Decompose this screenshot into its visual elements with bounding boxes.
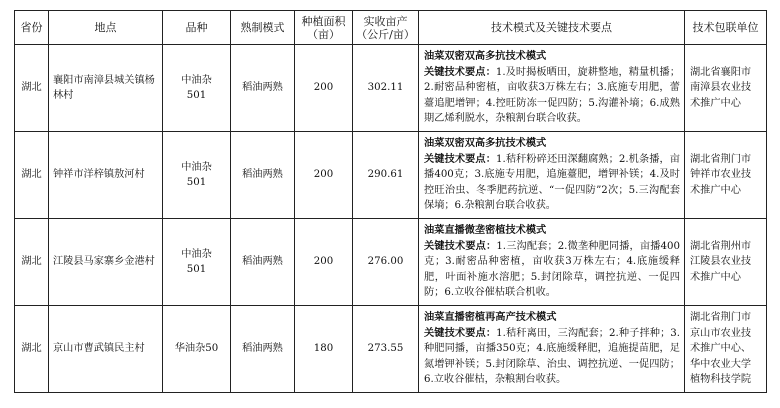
header-location: 地点: [49, 11, 163, 45]
cell-variety: 华油杂50: [163, 306, 231, 393]
header-province: 省份: [15, 11, 49, 45]
header-area: 种植面积 （亩）: [295, 11, 353, 45]
cell-mode: 稻油两熟: [231, 132, 295, 219]
tech-title: 油菜双密双高多抗技术模式: [424, 50, 547, 63]
cell-variety: 中油杂501: [163, 45, 231, 132]
header-row: [15, 11, 767, 45]
cell-tech: [419, 132, 685, 219]
cell-tech: [419, 306, 685, 393]
cell-yield: 273.55: [353, 306, 419, 393]
tech-body: 1.秸秆粉碎还田深翻腐熟；2.机条播，亩播400克；3.底施专用肥，追施薹肥，增钾补镁；4.及时控旺治虫、冬季肥药抗逆、“一促四防”2次；5.三沟配套保墒；6.杂粮割台联合收获。: [424, 153, 680, 212]
cell-yield: 290.61: [353, 132, 419, 219]
cell-location: 襄阳市南漳县城关镇杨林村: [49, 45, 163, 132]
header-variety: 品种: [163, 11, 231, 45]
table-row: [15, 132, 767, 219]
tech-body: 1.及时揭板晒田，旋耕整地，精量机播；2.耐密品种密植，亩收获3万株左右；3.底施专用肥，蕾薹追肥增钾；4.控旺防冻一促四防；5.沟灌补墒；6.成熟期乙烯利脱水，杂粮割台联合收获。: [424, 66, 681, 125]
cell-mode: 稻油两熟: [231, 45, 295, 132]
tech-title: 油菜直播微垄密植技术模式: [424, 224, 547, 237]
cell-location: 钟祥市洋梓镇敖河村: [49, 132, 163, 219]
header-yield: 实收亩产 （公斤/亩）: [353, 11, 419, 45]
cell-province: 湖北: [15, 306, 49, 393]
tech-title: 油菜直播密植再高产技术模式: [424, 311, 557, 324]
tech-key-label: 关键技术要点：: [424, 326, 497, 339]
tech-title: 油菜双密双高多抗技术模式: [424, 137, 547, 150]
header-tech: 技术模式及关键技术要点: [419, 11, 685, 45]
cell-unit: 湖北省荆州市江陵县农业技术推广中心: [685, 219, 767, 306]
cell-variety: 中油杂501: [163, 219, 231, 306]
tech-key-label: 关键技术要点：: [424, 152, 496, 165]
tech-key-label: 关键技术要点：: [424, 239, 497, 252]
table-row: [15, 219, 767, 306]
cell-mode: 稻油两熟: [231, 219, 295, 306]
cell-yield: 302.11: [353, 45, 419, 132]
cell-variety: 中油杂501: [163, 132, 231, 219]
table-row: [15, 306, 767, 393]
cell-tech: [419, 219, 685, 306]
cell-province: 湖北: [15, 219, 49, 306]
cell-mode: 稻油两熟: [231, 306, 295, 393]
tech-body: 1.秸秆离田，三沟配套；2.种子拌种；3.种肥同播，亩播350克；4.底施缓释肥，追施提苗肥，足氮增钾补镁；5.封闭除草、治虫、调控抗逆、一促四防；6.立收谷催枯，杂粮割台收获。: [424, 327, 680, 386]
cell-tech: [419, 45, 685, 132]
header-unit: 技术包联单位: [685, 11, 767, 45]
variety-trial-table: [14, 10, 767, 393]
table-row: [15, 45, 767, 132]
tech-body: 1.三沟配套；2.微垄种肥同播，亩播400克；3.耐密品种密植，亩收获3万株左右；4.底施缓释肥，叶面补施水溶肥；5.封闭除草，调控抗逆、一促四防；6.立收谷催枯联合机收。: [424, 240, 680, 299]
cell-unit: 湖北省荆门市京山市农业技术推广中心、华中农业大学植物科技学院: [685, 306, 767, 393]
cell-location: 京山市曹武镇民主村: [49, 306, 163, 393]
cell-area: 200: [295, 45, 353, 132]
cell-yield: 276.00: [353, 219, 419, 306]
cell-location: 江陵县马家寨乡金港村: [49, 219, 163, 306]
cell-province: 湖北: [15, 45, 49, 132]
cell-area: 200: [295, 219, 353, 306]
tech-key-label: 关键技术要点：: [424, 65, 496, 78]
cell-unit: 湖北省荆门市钟祥市农业技术推广中心: [685, 132, 767, 219]
header-mode: 熟制模式: [231, 11, 295, 45]
cell-area: 180: [295, 306, 353, 393]
cell-unit: 湖北省襄阳市南漳县农业技术推广中心: [685, 45, 767, 132]
cell-province: 湖北: [15, 132, 49, 219]
cell-area: 200: [295, 132, 353, 219]
